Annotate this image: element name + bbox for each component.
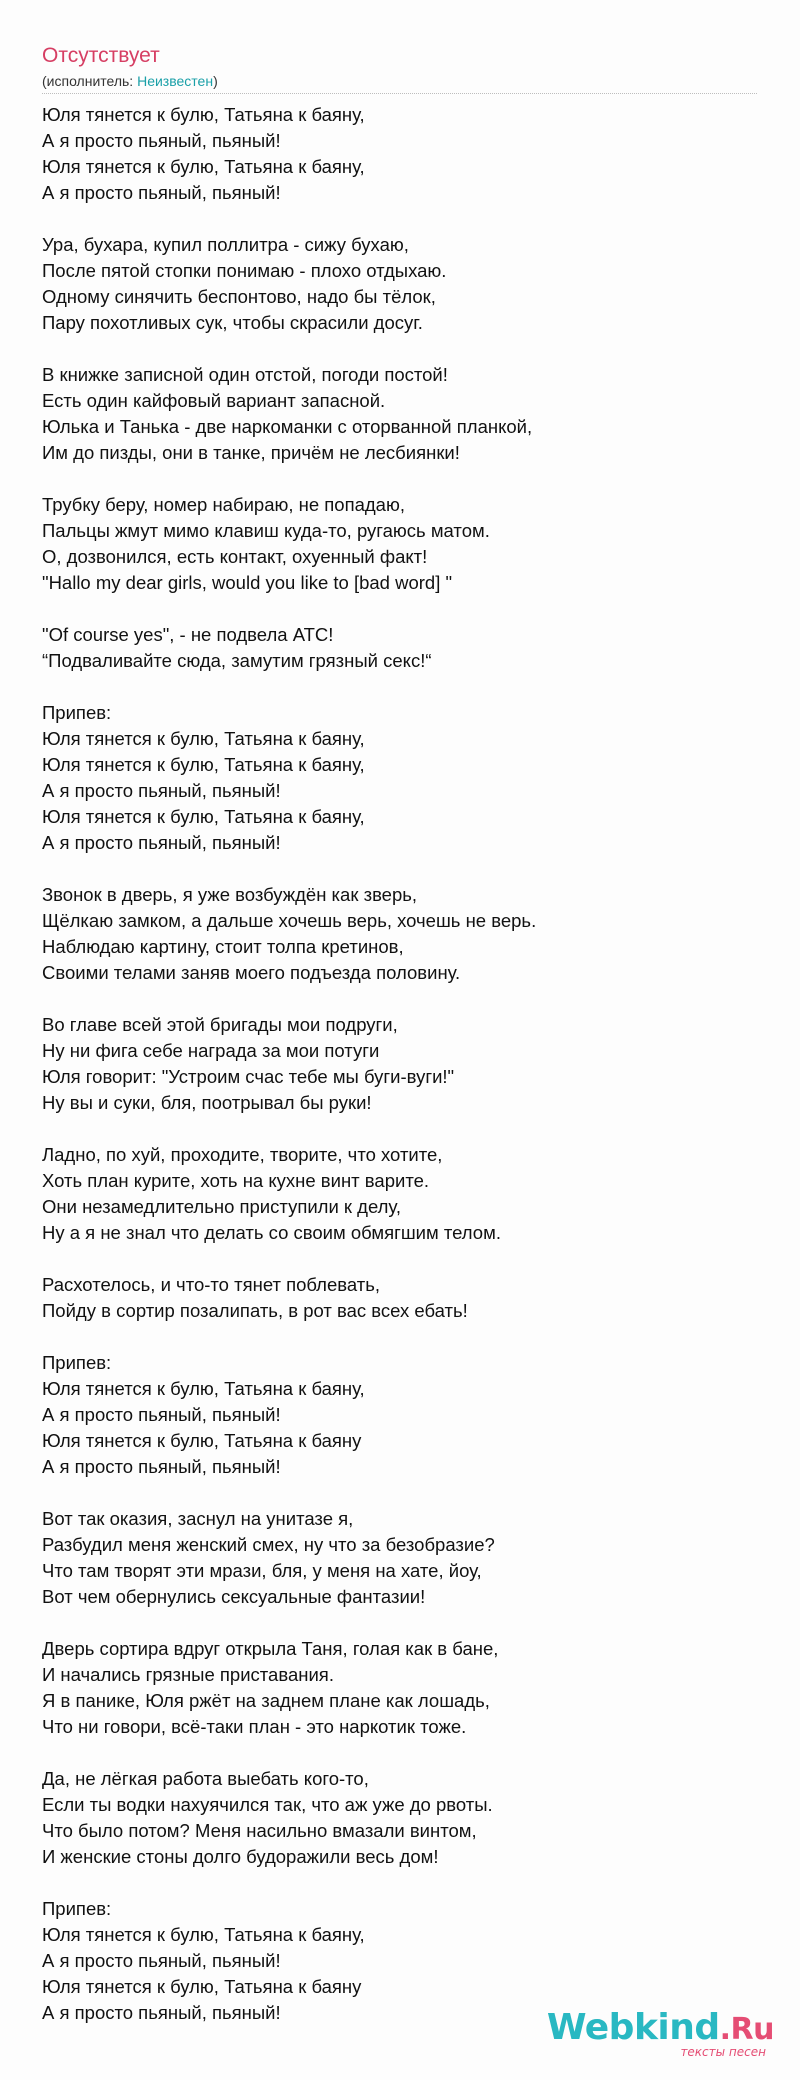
lyrics-line: Ну вы и суки, бля, поотрывал бы руки! [42, 1092, 372, 1113]
lyrics-line: Они незамедлительно приступили к делу, [42, 1196, 401, 1217]
lyrics-line: И женские стоны долго будоражили весь дом! [42, 1846, 439, 1867]
logo-wordmark [547, 2009, 774, 2049]
lyrics-line: Звонок в дверь, я уже возбуждён как зверь, [42, 884, 418, 905]
lyrics-line: Вот так оказия, заснул на унитазе я, [42, 1508, 354, 1529]
lyrics-line: Разбудил меня женский смех, ну что за безобразие? [42, 1534, 495, 1555]
logo-tld: .Ru [719, 2012, 774, 2047]
lyrics-line: Юля тянется к булю, Татьяна к баяну, [42, 104, 365, 125]
lyrics-line: Наблюдаю картину, стоит толпа кретинов, [42, 936, 404, 957]
lyrics-stanza [42, 102, 757, 206]
logo-tagline: тексты песен [680, 2045, 766, 2059]
header-divider [42, 93, 757, 94]
lyrics-stanza [42, 1350, 757, 1480]
lyrics-stanza [42, 1142, 757, 1246]
lyrics-stanza [42, 492, 757, 596]
lyrics-line: Припев: [42, 1898, 112, 1919]
lyrics-stanza [42, 232, 757, 336]
logo-main-text: Webkind [546, 2007, 720, 2048]
lyrics-line: Пойду в сортир позалипать, в рот вас всех ебать! [42, 1300, 468, 1321]
lyrics-line: Ну а я не знал что делать со своим обмягшим телом. [42, 1222, 501, 1243]
lyrics-line: А я просто пьяный, пьяный! [42, 2002, 281, 2023]
lyrics-stanza [42, 622, 757, 674]
performer-suffix: ) [213, 73, 218, 89]
song-header [42, 42, 757, 90]
lyrics-line: Что там творят эти мрази, бля, у меня на хате, йоу, [42, 1560, 482, 1581]
lyrics-stanza [42, 882, 757, 986]
lyrics-line: Что было потом? Меня насильно вмазали винтом, [42, 1820, 477, 1841]
lyrics-line: Есть один кайфовый вариант запасной. [42, 390, 386, 411]
lyrics-line: Ура, бухара, купил поллитра - сижу бухаю, [42, 234, 409, 255]
lyrics-line: Расхотелось, и что-то тянет поблевать, [42, 1274, 381, 1295]
lyrics-line: Что ни говори, всё-таки план - это наркотик тоже. [42, 1716, 467, 1737]
performer-prefix: (исполнитель: [42, 73, 138, 89]
lyrics-line: Хоть план курите, хоть на кухне винт варите. [42, 1170, 430, 1191]
lyrics-line: Юля тянется к булю, Татьяна к баяну, [42, 754, 365, 775]
lyrics-line: Да, не лёгкая работа выебать кого-то, [42, 1768, 369, 1789]
lyrics-line: Во главе всей этой бригады мои подруги, [42, 1014, 398, 1035]
lyrics-line: О, дозвонился, есть контакт, охуенный факт! [42, 546, 428, 567]
lyrics-stanza [42, 1272, 757, 1324]
lyrics-line: А я просто пьяный, пьяный! [42, 130, 281, 151]
lyrics-line: Одному синячить беспонтово, надо бы тёлок, [42, 286, 436, 307]
lyrics-line: Дверь сортира вдруг открыла Таня, голая как в бане, [42, 1638, 499, 1659]
lyrics-line: Припев: [42, 1352, 112, 1373]
lyrics-line: А я просто пьяный, пьяный! [42, 182, 281, 203]
lyrics-stanza [42, 700, 757, 856]
lyrics-line: Трубку беру, номер набираю, не попадаю, [42, 494, 405, 515]
lyrics-stanza [42, 1636, 757, 1740]
lyrics-line: Юля тянется к булю, Татьяна к баяну, [42, 1378, 365, 1399]
lyrics-line: Своими телами заняв моего подъезда половину. [42, 962, 461, 983]
lyrics-line: А я просто пьяный, пьяный! [42, 1456, 281, 1477]
lyrics-line: А я просто пьяный, пьяный! [42, 832, 281, 853]
lyrics-line: Юля тянется к булю, Татьяна к баяну [42, 1976, 362, 1997]
lyrics-line: А я просто пьяный, пьяный! [42, 1404, 281, 1425]
lyrics-line: Юля тянется к булю, Татьяна к баяну, [42, 1924, 365, 1945]
lyrics-line: Пальцы жмут мимо клавиш куда-то, ругаюсь матом. [42, 520, 490, 541]
lyrics-line: Юля говорит: "Устроим счас тебе мы буги-вуги!" [42, 1066, 455, 1087]
lyrics-line: Ладно, по хуй, проходите, творите, что хотите, [42, 1144, 443, 1165]
lyrics-line: Юля тянется к булю, Татьяна к баяну, [42, 728, 365, 749]
lyrics-line: “Подваливайте сюда, замутим грязный секс!“ [42, 650, 432, 671]
lyrics-line: Если ты водки нахуячился так, что аж уже до рвоты. [42, 1794, 493, 1815]
lyrics-line: Им до пизды, они в танке, причём не лесбиянки! [42, 442, 460, 463]
lyrics-line: А я просто пьяный, пьяный! [42, 1950, 281, 1971]
performer-link[interactable]: Неизвестен [137, 73, 214, 89]
lyrics-line: Юля тянется к булю, Татьяна к баяну, [42, 806, 365, 827]
lyrics-line: Юля тянется к булю, Татьяна к баяну [42, 1430, 362, 1451]
lyrics-stanza [42, 1766, 757, 1870]
performer-line [42, 72, 757, 90]
lyrics-line: Я в панике, Юля ржёт на заднем плане как лошадь, [42, 1690, 490, 1711]
song-title: Отсутствует [42, 44, 160, 67]
lyrics-text [42, 102, 757, 2052]
lyrics-line: И начались грязные приставания. [42, 1664, 334, 1685]
lyrics-line: Пару похотливых сук, чтобы скрасили досуг. [42, 312, 423, 333]
lyrics-line: А я просто пьяный, пьяный! [42, 780, 281, 801]
lyrics-stanza [42, 1506, 757, 1610]
site-logo[interactable] [547, 2009, 774, 2058]
lyrics-line: В книжке записной один отстой, погоди постой! [42, 364, 448, 385]
lyrics-line: После пятой стопки понимаю - плохо отдыхаю. [42, 260, 447, 281]
lyrics-line: Юлька и Танька - две наркоманки с оторванной планкой, [42, 416, 533, 437]
lyrics-line: Ну ни фига себе награда за мои потуги [42, 1040, 380, 1061]
lyrics-stanza [42, 362, 757, 466]
lyrics-line: Вот чем обернулись сексуальные фантазии! [42, 1586, 426, 1607]
lyrics-line: Припев: [42, 702, 112, 723]
lyrics-stanza [42, 1012, 757, 1116]
lyrics-line: "Of course yes", - не подвела АТС! [42, 624, 334, 645]
lyrics-line: "Hallo my dear girls, would you like to [bad word] " [42, 572, 453, 593]
lyrics-line: Юля тянется к булю, Татьяна к баяну, [42, 156, 365, 177]
lyrics-line: Щёлкаю замком, а дальше хочешь верь, хочешь не верь. [42, 910, 537, 931]
